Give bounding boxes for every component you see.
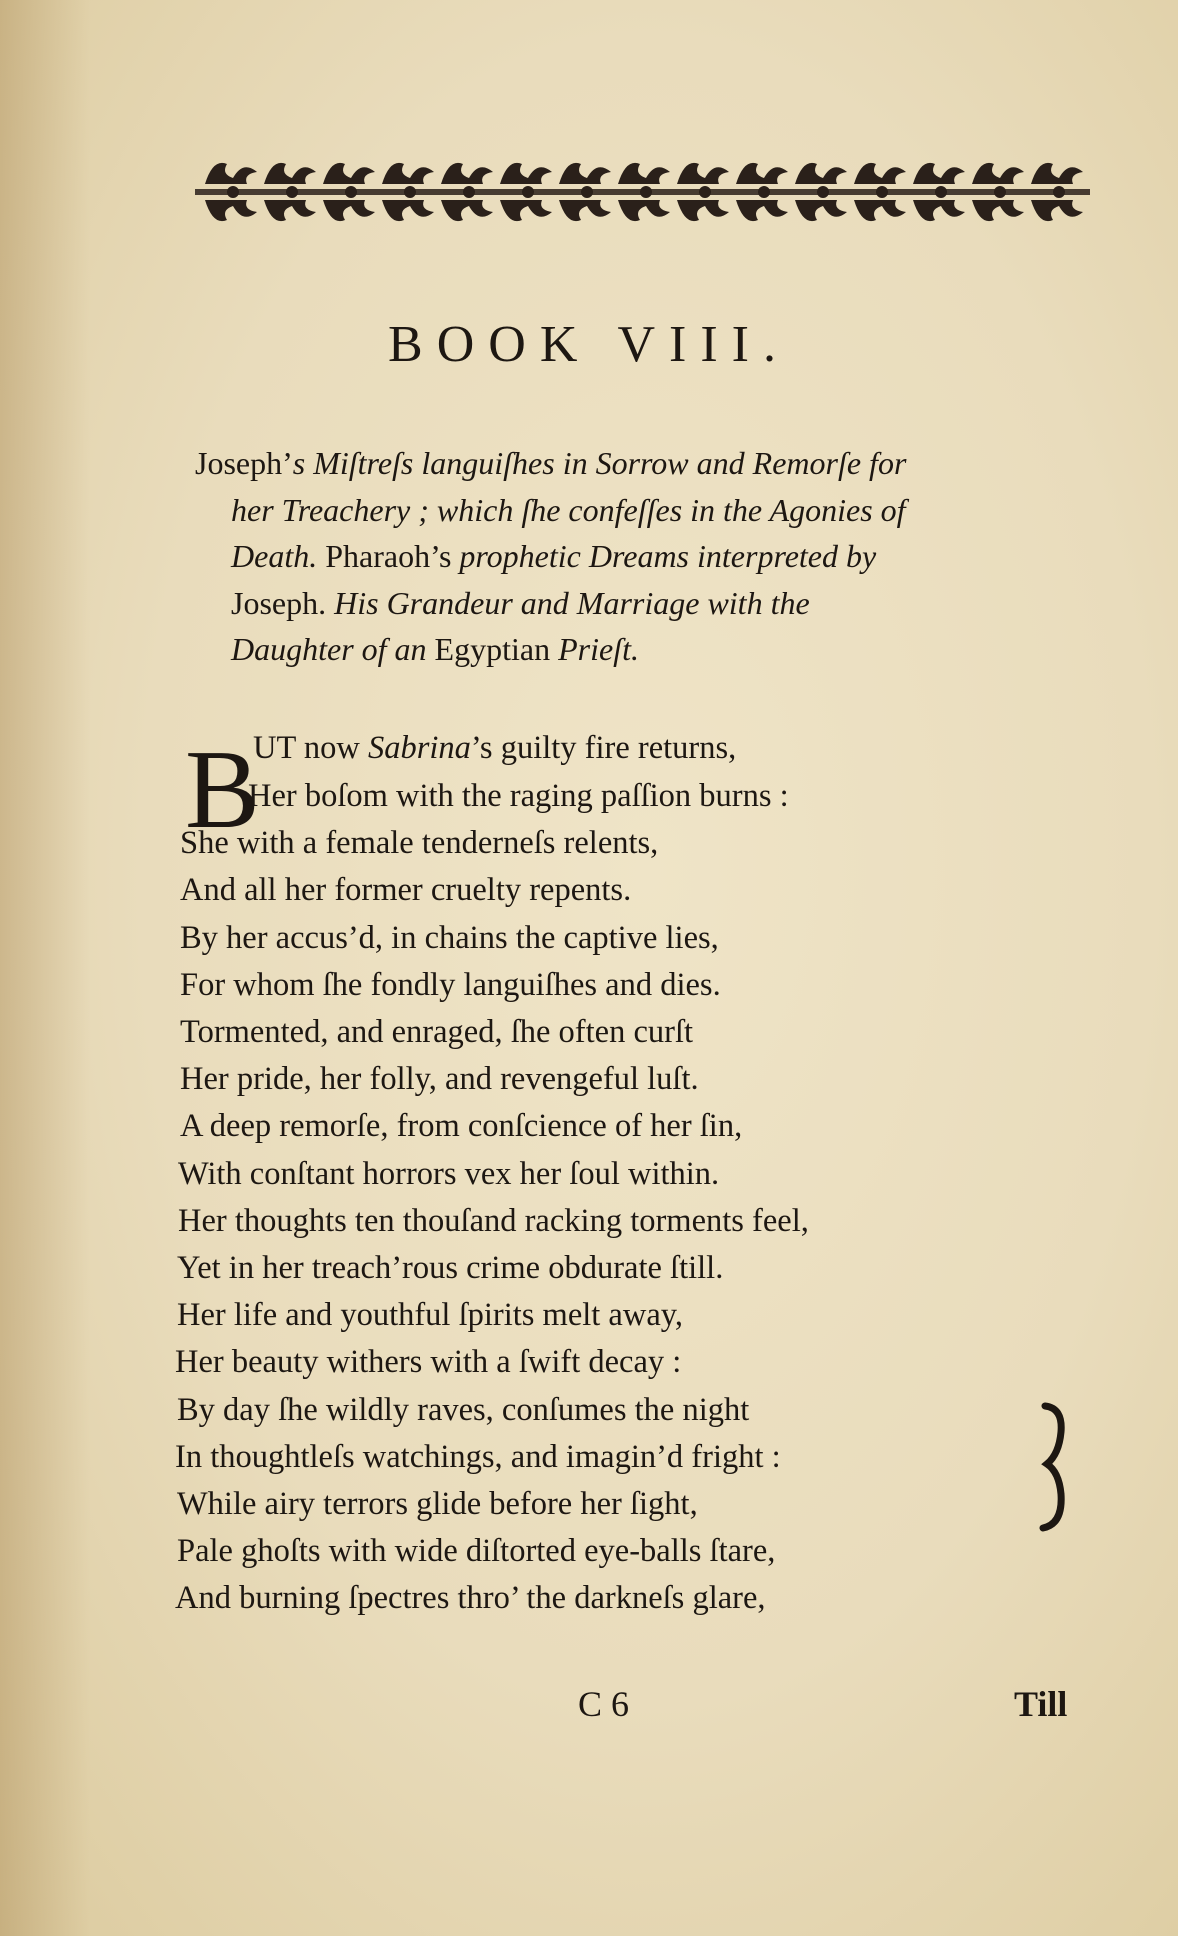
ornament-rosette [758,186,770,198]
ornament-flourish-bottom [913,200,965,221]
ornament-flourish-bottom [1031,200,1083,221]
ornament-rosette [640,186,652,198]
poem-line: And all her former cruelty repents. [180,872,632,909]
ornament-flourish-bottom [559,200,611,221]
ornament-flourish-top [500,163,552,184]
poem-line: Pale ghoſts with wide diſtorted eye-balls ſtare, [177,1533,776,1570]
poem-line: Her pride, her folly, and revengeful luſt. [180,1061,699,1098]
ornament-rosette [463,186,475,198]
poem-line-first [253,730,736,767]
line4-content [231,585,810,621]
ornament-flourish-top [618,163,670,184]
poem-line: Her boſom with the raging paſſion burns : [248,778,789,814]
catchword: Till [1014,1684,1068,1724]
first-line-end: ’s guilty fire returns, [470,730,737,766]
poem-line: For whom ſhe fondly languiſhes and dies. [180,966,721,1003]
line5-segment: Prieſt. [558,631,639,667]
book-title: BOOK VIII. [388,316,790,373]
summary-line-1 [195,440,1087,487]
poem-line: With conſtant horrors vex her ſoul within. [178,1155,720,1192]
poem-line: By her accus’d, in chains the captive lies, [180,919,719,956]
summary-line-4 [195,580,1087,627]
poem-line: Her beauty withers with a ſwift decay : [175,1344,682,1381]
ornament-flourish-bottom [264,200,316,221]
line3-segment: prophetic Dreams interpreted by [459,538,877,574]
ornament-flourish-top [264,163,316,184]
poem-line: She with a female tenderneſs relents, [180,825,659,862]
decorative-ornament-band [195,148,1090,238]
ornament-flourish-bottom [382,200,434,221]
poem-line: A deep remorſe, from conſcience of her ſin, [180,1108,743,1145]
line4-segment: His Grandeur and Marriage with the [326,584,810,621]
ornament-flourish-top [795,163,847,184]
line3-segment: Pharaoh’s [317,538,460,574]
ornament-flourish-bottom [441,200,493,221]
ornament-flourish-bottom [677,200,729,221]
ornament-flourish-top [382,163,434,184]
summary-line-5 [195,626,1087,673]
line5-content [231,631,639,667]
triplet-brace [1035,1402,1075,1532]
ornament-flourish-bottom [736,200,788,221]
line4-segment: Joseph. [231,584,327,621]
ornament-rosette [522,186,534,198]
summary-line-2-text: her Treachery ; which ſhe confeſſes in the Agonies of [231,491,906,528]
poem-line: While airy terrors glide before her ſight, [177,1486,698,1522]
ornament-rosette [876,186,888,198]
ornament-rosette [404,186,416,198]
ornament-rosette [1053,186,1065,198]
ornament-flourish-bottom [618,200,670,221]
ornament-rosette [817,186,829,198]
ornament-flourish-bottom [795,200,847,221]
ornament-flourish-bottom [972,200,1024,221]
chapter-summary [195,440,1087,673]
ornament-rosette [994,186,1006,198]
ornament-flourish-bottom [500,200,552,221]
ornament-flourish-bottom [205,200,257,221]
ornament-rosette [935,186,947,198]
first-line-start: UT now [253,730,360,766]
ornament-rosette [581,186,593,198]
ornament-rosette [699,186,711,198]
ornament-flourish-top [854,163,906,184]
summary-line-3 [195,533,1087,580]
line1-segment: s Miſtreſs languiſhes in Sorrow and Remorſe for [292,445,907,481]
ornament-flourish-top [972,163,1024,184]
poem-line: And burning ſpectres thro’ the darkneſs glare, [175,1580,766,1617]
ornament-flourish-bottom [323,200,375,221]
poem-line: Her life and youthful ſpirits melt away, [177,1297,684,1334]
ornament-flourish-top [677,163,729,184]
poem-line: By day ſhe wildly raves, conſumes the night [177,1391,750,1428]
poem-line: In thoughtleſs watchings, and imagin’d fright : [175,1438,781,1475]
line3-segment: Death. [231,538,318,574]
ornament-rosette [345,186,357,198]
ornament-rosette [286,186,298,198]
first-line-name: Sabrina [367,730,471,766]
poem-line: Her thoughts ten thouſand racking torments feel, [178,1202,809,1239]
drop-cap-letter: B [185,728,260,852]
line3-content [231,538,876,574]
ornament-flourish-top [1031,163,1083,184]
poem-line: Tormented, and enraged, ſhe often curſt [180,1014,694,1050]
ornament-rosette [227,186,239,198]
ornament-flourish-top [205,163,257,184]
line1-segment: Joseph’ [195,445,293,481]
signature-mark: C 6 [578,1684,630,1724]
ornament-flourish-bottom [854,200,906,221]
ornament-flourish-top [913,163,965,184]
line5-segment: Egyptian [426,631,559,667]
ornament-flourish-top [323,163,375,184]
ornament-flourish-top [559,163,611,184]
line5-segment: Daughter of an [231,631,427,667]
ornament-flourish-top [441,163,493,184]
ornament-flourish-top [736,163,788,184]
summary-line-2 [195,487,1087,534]
page-edge-shadow [0,0,90,1936]
line1-content [195,445,906,481]
poem-line: Yet in her treach’rous crime obdurate ſtill. [177,1250,724,1286]
